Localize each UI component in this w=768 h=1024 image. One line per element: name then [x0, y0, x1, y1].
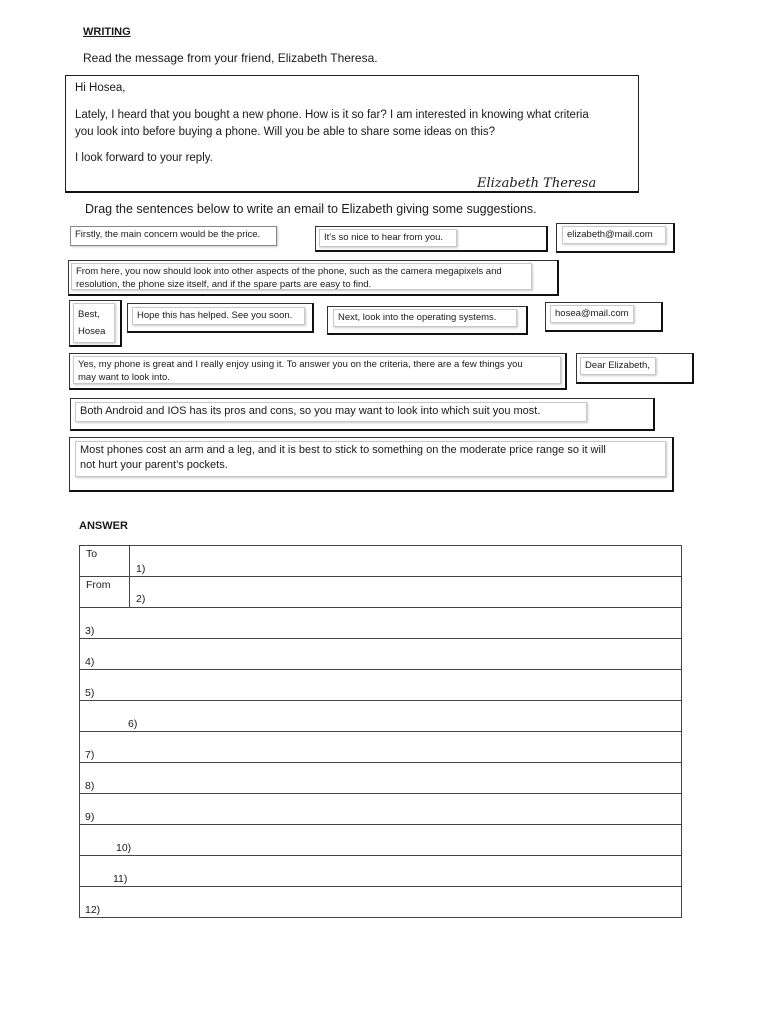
answer-slot-8[interactable] — [80, 763, 682, 794]
answer-slot-9[interactable] — [80, 794, 682, 825]
sign-off-hosea: Hosea — [78, 326, 106, 337]
answer-slot-12[interactable] — [80, 887, 682, 918]
drag-card-nice-to-hear[interactable]: It's so nice to hear from you. — [319, 229, 457, 247]
message-greeting: Hi Hosea, — [75, 82, 126, 94]
moderate-price-line-1: Most phones cost an arm and a leg, and it is best to stick to something on the moderate price range so it will — [80, 444, 606, 456]
answer-slot-8-label: 8) — [85, 780, 95, 792]
answer-slot-7[interactable] — [80, 732, 682, 763]
answer-slot-11[interactable] — [80, 856, 682, 887]
other-aspects-line-2: resolution, the phone size itself, and if the spare parts are easy to find. — [76, 279, 372, 290]
drag-card-sign-off[interactable] — [73, 303, 115, 343]
answer-slot-9-label: 9) — [85, 811, 95, 823]
answer-slot-1[interactable] — [130, 546, 682, 577]
answer-slot-6[interactable] — [80, 701, 682, 732]
answer-slot-3[interactable] — [80, 608, 682, 639]
answer-slot-4-label: 4) — [85, 656, 95, 668]
writing-instruction: Read the message from your friend, Elizabeth Theresa. — [83, 51, 378, 65]
drag-card-android-ios[interactable]: Both Android and IOS has its pros and cons, so you may want to look into which suit you most. — [75, 402, 587, 422]
answer-slot-4[interactable] — [80, 639, 682, 670]
sign-off-best: Best, — [78, 309, 100, 320]
writing-heading: WRITING — [83, 26, 131, 38]
answer-to-label-cell — [80, 546, 130, 577]
phone-great-line-2: may want to look into. — [78, 372, 170, 383]
answer-to-label: To — [86, 548, 98, 560]
answer-slot-12-label: 12) — [85, 904, 101, 916]
drag-card-phone-great[interactable] — [73, 356, 561, 384]
message-signature: Elizabeth Theresa — [477, 176, 597, 191]
message-body-line-1: Lately, I heard that you bought a new phone. How is it so far? I am interested in knowing what criteria — [75, 109, 589, 121]
phone-great-line-1: Yes, my phone is great and I really enjoy using it. To answer you on the criteria, there are a few things you — [78, 359, 523, 370]
message-body-line-2: you look into before buying a phone. Will you be able to share some ideas on this? — [75, 126, 496, 138]
message-closing: I look forward to your reply. — [75, 152, 213, 164]
answer-slot-2[interactable] — [130, 577, 682, 608]
drag-card-email-hosea[interactable]: hosea@mail.com — [550, 305, 634, 323]
answer-slot-5[interactable] — [80, 670, 682, 701]
answer-from-label: From — [86, 579, 111, 591]
answer-slot-10[interactable] — [80, 825, 682, 856]
answer-slot-5-label: 5) — [85, 687, 95, 699]
drag-card-email-elizabeth[interactable]: elizabeth@mail.com — [562, 226, 666, 244]
drag-card-other-aspects[interactable] — [71, 263, 532, 290]
drag-card-operating-systems[interactable]: Next, look into the operating systems. — [333, 309, 517, 327]
answer-slot-3-label: 3) — [85, 625, 95, 637]
other-aspects-line-1: From here, you now should look into other aspects of the phone, such as the camera megapixels and — [76, 266, 502, 277]
drag-card-price-concern[interactable]: Firstly, the main concern would be the price. — [70, 226, 277, 246]
friend-message-box — [65, 75, 639, 193]
moderate-price-line-2: not hurt your parent’s pockets. — [80, 459, 228, 471]
drag-card-dear-elizabeth[interactable]: Dear Elizabeth, — [580, 357, 656, 375]
answer-slot-2-label: 2) — [136, 593, 146, 605]
drag-instruction: Drag the sentences below to write an email to Elizabeth giving some suggestions. — [85, 202, 537, 216]
answer-slot-7-label: 7) — [85, 749, 95, 761]
answer-slot-1-label: 1) — [136, 563, 146, 575]
drag-card-hope-helped[interactable]: Hope this has helped. See you soon. — [132, 307, 305, 325]
answer-table — [79, 545, 682, 918]
answer-from-label-cell — [80, 577, 130, 608]
answer-heading: ANSWER — [79, 520, 128, 532]
answer-slot-11-label: 11) — [113, 873, 128, 885]
answer-slot-10-label: 10) — [116, 842, 132, 854]
answer-slot-6-label: 6) — [128, 718, 138, 730]
drag-card-moderate-price[interactable] — [75, 441, 666, 477]
